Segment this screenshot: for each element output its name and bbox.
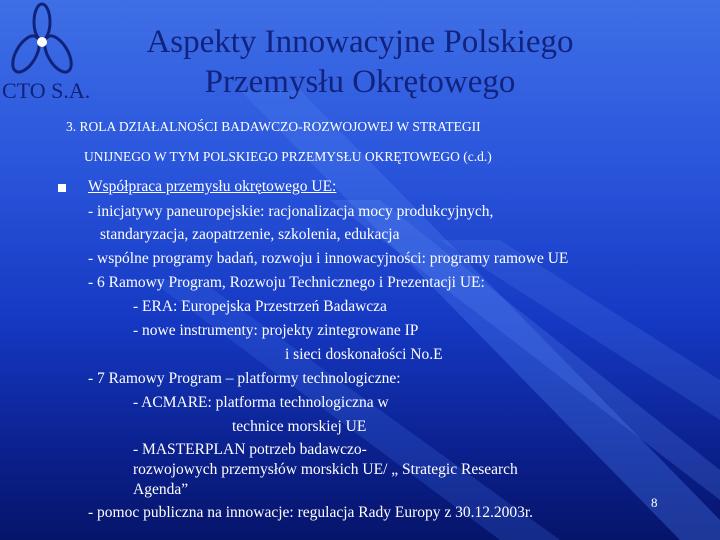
content-line: standaryzacja, zaopatrzenie, szkolenia, edukacja — [100, 226, 400, 243]
content-line: i sieci doskonałości No.E — [285, 346, 443, 363]
title-line-2: Przemysłu Okrętowego — [204, 64, 516, 100]
content-line: rozwojowych przemysłów morskich UE/ „ Strategic Research — [133, 461, 518, 478]
content-line: - MASTERPLAN potrzeb badawczo- — [133, 441, 367, 458]
content-line: - ACMARE: platforma technologiczna w — [133, 394, 389, 411]
logo-text: CTO S.A. — [2, 78, 91, 103]
company-logo — [2, 2, 92, 102]
content-line: - ERA: Europejska Przestrzeń Badawcza — [133, 298, 387, 315]
content-line: - 6 Ramowy Program, Rozwoju Technicznego i Prezentacji UE: — [88, 274, 485, 291]
content-heading: Współpraca przemysłu okrętowego UE: — [88, 178, 337, 195]
page-number: 8 — [651, 495, 658, 510]
content-line: - 7 Ramowy Program – platformy technologiczne: — [88, 370, 401, 387]
bullet-square-icon — [58, 184, 66, 192]
content-line: technice morskiej UE — [232, 418, 367, 435]
content-line: - nowe instrumenty: projekty zintegrowane IP — [133, 322, 419, 339]
subtitle-line-1: 3. ROLA DZIAŁALNOŚCI BADAWCZO-ROZWOJOWEJ W STRATEGII — [66, 119, 481, 134]
content-line: - wspólne programy badań, rozwoju i innowacyjności: programy ramowe UE — [88, 250, 569, 267]
slide-title — [110, 22, 610, 102]
content-line: Agenda” — [133, 481, 189, 498]
subtitle-line-2: UNIJNEGO W TYM POLSKIEGO PRZEMYSŁU OKRĘTOWEGO (c.d.) — [84, 149, 492, 164]
content-line: - pomoc publiczna na innowacje: regulacja Rady Europy z 30.12.2003r. — [88, 504, 534, 521]
title-line-1: Aspekty Innowacyjne Polskiego — [146, 24, 574, 60]
content-line: - inicjatywy paneuropejskie: racjonalizacja mocy produkcyjnych, — [88, 203, 494, 220]
